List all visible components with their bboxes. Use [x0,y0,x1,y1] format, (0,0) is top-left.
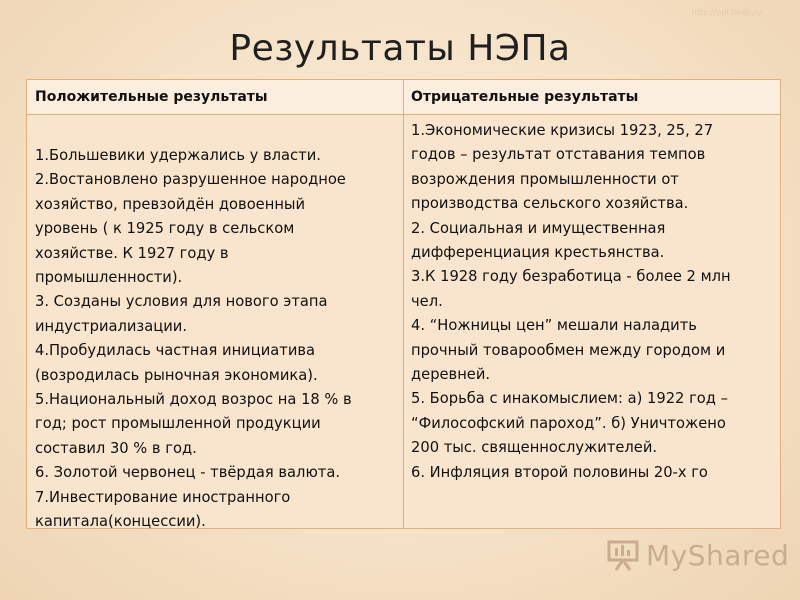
text-line: год; рост промышленной продукции [35,415,321,433]
header-negative: Отрицательные результаты [411,89,639,105]
text-line: 5.Национальный доход возрос на 18 % в [35,391,352,409]
text-line: капитала(концессии). [35,513,206,531]
watermark-url: http://ppt4web.ru [691,8,762,17]
text-line: 3.К 1928 году безработица - более 2 млн [411,268,731,286]
slide-title: Результаты НЭПа [229,28,571,69]
positive-results-cell [35,144,399,535]
text-line: 2.Востановлено разрушенное народное [35,171,346,189]
text-line: деревней. [411,366,491,384]
text-line: чел. [411,292,443,310]
text-line: (возродилась рыночная экономика). [35,366,318,384]
text-line: промышленности). [35,269,183,287]
text-line: возрождения промышленности от [411,170,679,188]
negative-results-cell [411,119,777,485]
text-line: “Философский пароход”. б) Уничтожено [411,414,726,432]
text-line: годов – результат отставания темпов [411,146,706,164]
text-line: 5. Борьба с инакомыслием: а) 1922 год – [411,390,728,408]
text-line: хозяйстве. К 1927 году в [35,244,229,262]
text-line: 4.Пробудилась частная инициатива [35,342,316,360]
text-line: 6. Инфляция второй половины 20-х го [411,463,708,481]
header-positive: Положительные результаты [35,89,268,105]
column-divider [403,80,404,528]
text-line: дифференциация крестьянства. [411,244,665,262]
text-line: 1.Большевики удержались у власти. [35,147,321,164]
text-line: 200 тыс. священнослужителей. [411,439,658,457]
text-line: 1.Экономические кризисы 1923, 25, 27 [411,122,714,139]
text-line: 4. “Ножницы цен” мешали наладить [411,317,697,335]
text-line: хозяйство, превзойдён довоенный [35,195,306,213]
results-table [26,79,781,529]
text-line: прочный товарообмен между городом и [411,341,726,359]
presentation-board-icon [606,538,640,572]
text-line: уровень ( к 1925 году в сельском [35,220,295,238]
text-line: производства сельского хозяйства. [411,195,689,213]
myshared-logo [606,537,789,573]
text-line: 7.Инвестирование иностранного [35,488,291,506]
text-line: 2. Социальная и имущественная [411,219,666,237]
text-line: индустриализации. [35,317,187,335]
text-line: 3. Созданы условия для нового этапа [35,293,328,311]
text-line: 6. Золотой червонец - твёрдая валюта. [35,464,341,482]
logo-text: MyShared [646,538,790,572]
text-line: составил 30 % в год. [35,439,197,457]
